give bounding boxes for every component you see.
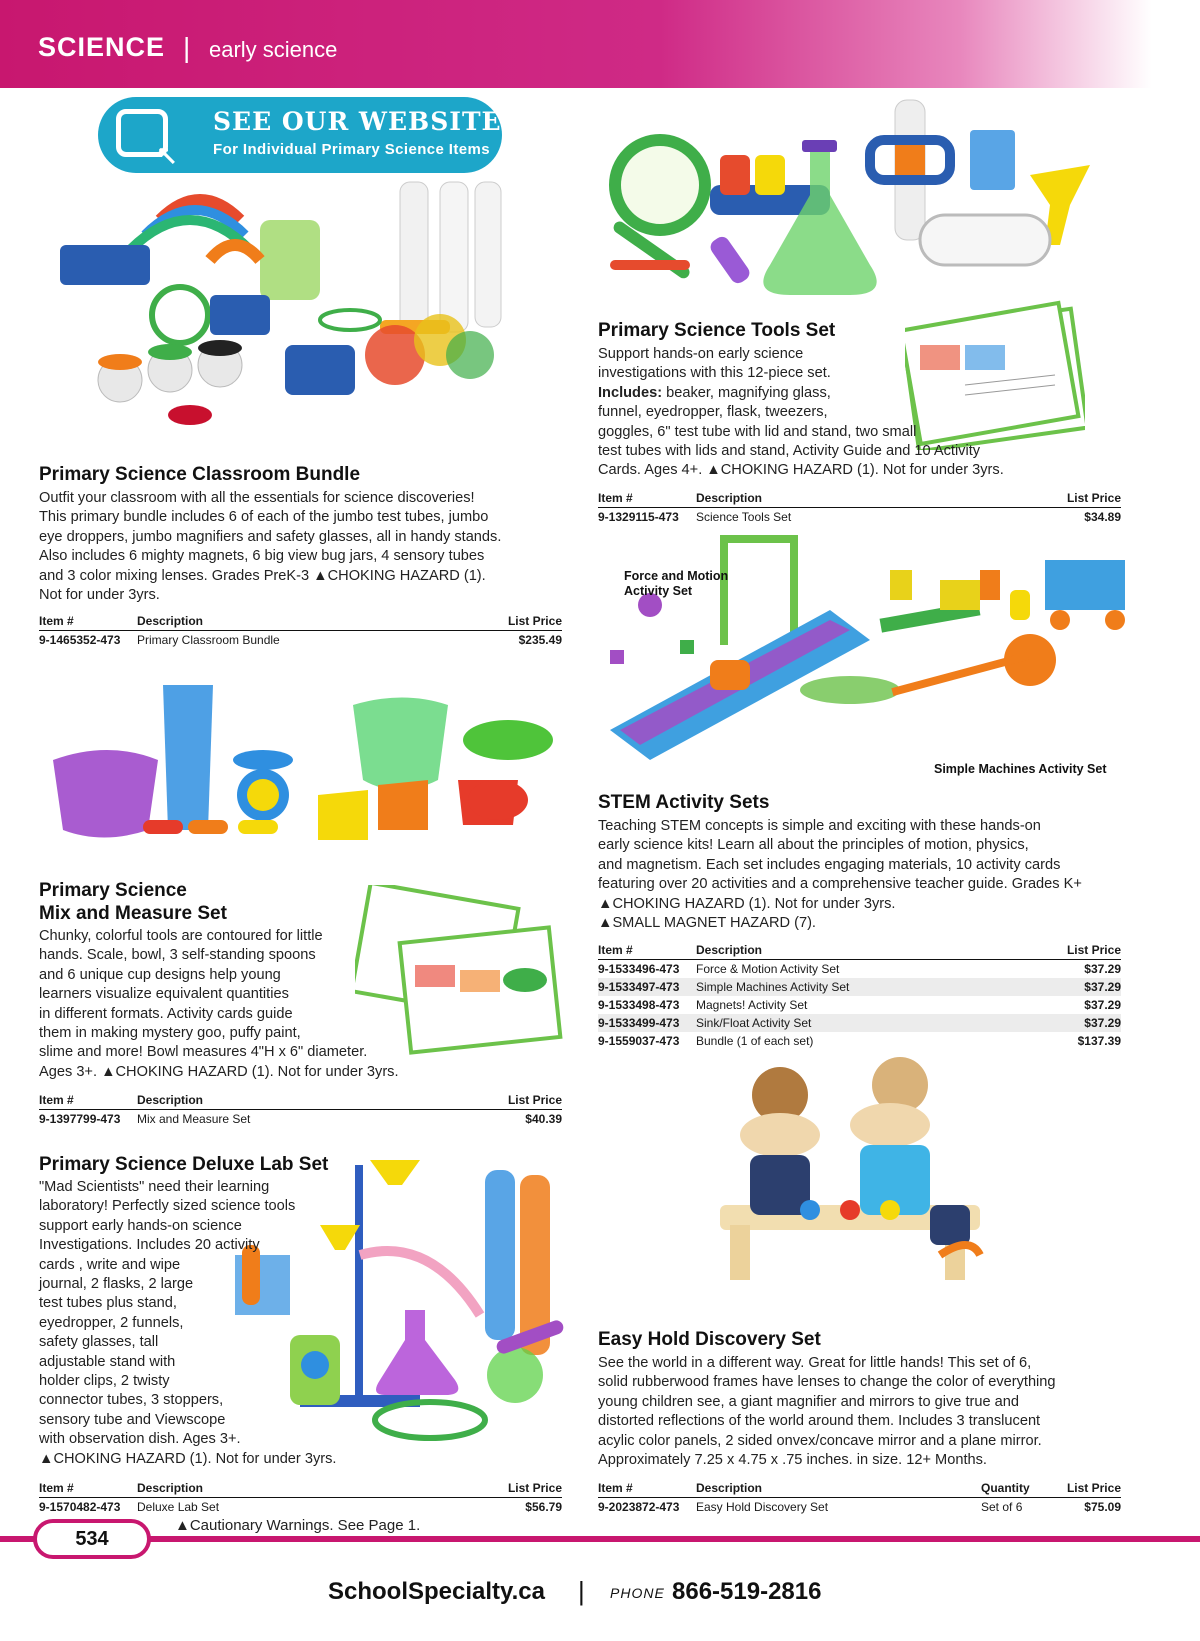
tools-desc-line: test tubes with lids and stand, Activity Guide and 10 Activity: [598, 443, 981, 460]
lab-desc-line: holder clips, 2 twisty: [39, 1373, 170, 1390]
bundle-desc-line: This primary bundle includes 6 of each of the jumbo test tubes, jumbo: [39, 509, 489, 526]
table-row: [39, 1498, 562, 1517]
quantity-heading: Quantity: [981, 1480, 1051, 1498]
item-number: 9-1533497-473: [598, 978, 696, 996]
table-row: [598, 960, 1121, 979]
item-heading: Item #: [598, 942, 696, 960]
page-number: 534: [33, 1519, 151, 1559]
lab-desc-line: adjustable stand with: [39, 1353, 176, 1370]
item-price: $37.29: [1010, 1014, 1121, 1032]
stem-desc-line: early science kits! Learn all about the principles of motion, physics,: [598, 837, 1029, 854]
lab-desc-line: safety glasses, tall: [39, 1334, 159, 1351]
bundle-desc-line: and 3 color mixing lenses. Grades PreK-3 ▲CHOKING HAZARD (1).: [39, 567, 486, 584]
price-heading: List Price: [425, 1092, 562, 1110]
lab-desc-line: with observation dish. Ages 3+.: [39, 1431, 241, 1448]
table-row: [598, 1498, 1121, 1517]
mix-measure-image: [48, 680, 558, 870]
tools-desc-line: investigations with this 12-piece set.: [598, 365, 831, 382]
tools-set-image: [590, 95, 1150, 315]
measure-title-line: Primary Science: [39, 880, 187, 901]
item-number: 9-1533499-473: [598, 1014, 696, 1032]
price-heading: List Price: [393, 1480, 562, 1498]
bundle-desc-line: Outfit your classroom with all the essentials for science discoveries!: [39, 490, 475, 506]
discovery-desc-line: acylic color panels, 2 sided onvex/concave mirror and a plane mirror.: [598, 1432, 1042, 1449]
item-description: Mix and Measure Set: [137, 1112, 251, 1126]
discovery-desc-line: solid rubberwood frames have lenses to change the color of everything: [598, 1374, 1056, 1391]
tools-desc-line: Cards. Ages 4+. ▲CHOKING HAZARD (1). Not for under 3yrs.: [598, 462, 1004, 479]
stem-sets-image: [590, 530, 1150, 770]
cursor-icon: ↖: [156, 140, 178, 170]
measure-desc-line: in different formats. Activity cards guide: [39, 1005, 293, 1022]
table-row: [598, 996, 1121, 1014]
stem-title: STEM Activity Sets: [598, 792, 770, 813]
price-heading: List Price: [967, 490, 1121, 508]
item-number: 9-1570482-473: [39, 1500, 121, 1514]
lab-desc-line: eyedropper, 2 funnels,: [39, 1314, 184, 1331]
item-description: Bundle (1 of each set): [696, 1034, 814, 1048]
simple-machines-label: Simple Machines Activity Set: [934, 762, 1107, 776]
stem-desc-line: ▲CHOKING HAZARD (1). Not for under 3yrs.: [598, 895, 896, 912]
measure-title-line: Mix and Measure Set: [39, 903, 227, 924]
table-row: [598, 978, 1121, 996]
discovery-desc-line: distorted reflections of the world around them. Includes 3 translucent: [598, 1413, 1041, 1430]
description-heading: Description: [137, 613, 445, 631]
item-price: $75.09: [1084, 1500, 1121, 1514]
website-link[interactable]: SchoolSpecialty.ca: [328, 1578, 545, 1605]
discovery-set-image: [700, 1055, 1110, 1285]
lab-desc-line: "Mad Scientists" need their learning: [39, 1179, 270, 1195]
stem-spec-table: [598, 942, 1121, 1050]
item-quantity: Set of 6: [981, 1500, 1023, 1514]
discovery-description: [598, 1354, 1138, 1470]
footer-divider: [0, 1536, 1200, 1542]
item-description: Magnets! Activity Set: [696, 998, 808, 1012]
tools-desc-line: Support hands-on early science: [598, 346, 804, 362]
lab-spec-table: [39, 1480, 562, 1516]
item-description: Primary Classroom Bundle: [137, 633, 280, 647]
measure-spec-table: [39, 1092, 562, 1128]
force-motion-label-line: Activity Set: [624, 584, 693, 598]
item-description: Force & Motion Activity Set: [696, 962, 840, 976]
discovery-spec-table: [598, 1480, 1121, 1516]
stem-desc-line: featuring over 20 activities and a comprehensive teacher guide. Grades K+: [598, 876, 1082, 893]
table-row: [39, 631, 562, 650]
item-number: 9-1329115-473: [598, 510, 679, 524]
lab-desc-line: cards , write and wipe: [39, 1256, 181, 1273]
measure-title: [39, 879, 227, 925]
stem-desc-line: ▲SMALL MAGNET HAZARD (7).: [598, 915, 816, 932]
item-price: $37.29: [1010, 978, 1121, 996]
tools-description: [598, 345, 1058, 481]
item-price: $137.39: [1077, 1034, 1121, 1048]
lab-desc-line: Investigations. Includes 20 activity: [39, 1237, 260, 1254]
lab-desc-line: ▲CHOKING HAZARD (1). Not for under 3yrs.: [39, 1450, 337, 1467]
lab-desc-line: test tubes plus stand,: [39, 1295, 177, 1312]
item-heading: Item #: [39, 1480, 137, 1498]
measure-desc-line: hands. Scale, bowl, 3 self-standing spoons: [39, 947, 316, 964]
section-header: [0, 0, 1200, 88]
measure-desc-line: slime and more! Bowl measures 4"H x 6" diameter.: [39, 1044, 368, 1061]
item-price: $235.49: [518, 633, 562, 647]
lab-desc-line: support early hands-on science: [39, 1217, 242, 1234]
lab-title: Primary Science Deluxe Lab Set: [39, 1154, 329, 1175]
stem-desc-line: Teaching STEM concepts is simple and exciting with these hands-on: [598, 818, 1041, 834]
lab-desc-line: journal, 2 flasks, 2 large: [39, 1276, 194, 1293]
tools-includes-line: [598, 384, 1058, 403]
measure-desc-line: and 6 unique cup designs help young: [39, 966, 281, 983]
item-heading: Item #: [598, 490, 696, 508]
item-description: Deluxe Lab Set: [137, 1500, 220, 1514]
price-heading: List Price: [1010, 942, 1121, 960]
lab-desc-line: laboratory! Perfectly sized science tools: [39, 1198, 296, 1215]
table-row: [598, 1014, 1121, 1032]
item-price: $56.79: [525, 1500, 562, 1514]
item-number: 9-1559037-473: [598, 1034, 680, 1048]
tools-title: Primary Science Tools Set: [598, 320, 836, 341]
bundle-spec-table: [39, 613, 562, 649]
discovery-title: Easy Hold Discovery Set: [598, 1329, 821, 1350]
item-description: Sink/Float Activity Set: [696, 1014, 1010, 1032]
lab-desc-line: connector tubes, 3 stoppers,: [39, 1392, 224, 1409]
bundle-desc-line: eye droppers, jumbo magnifiers and safety glasses, all in handy stands.: [39, 528, 502, 545]
force-motion-label: [624, 569, 728, 599]
item-number: 9-1533496-473: [598, 962, 680, 976]
banner-title: SEE OUR WEBSITE: [213, 107, 502, 136]
discovery-desc-line: See the world in a different way. Great for little hands! This set of 6,: [598, 1355, 1032, 1371]
item-price: $40.39: [525, 1112, 562, 1126]
measure-desc-line: Ages 3+. ▲CHOKING HAZARD (1). Not for under 3yrs.: [39, 1063, 399, 1080]
section-subtitle: early science: [209, 37, 338, 62]
item-heading: Item #: [598, 1480, 696, 1498]
bundle-desc-line: Also includes 6 mighty magnets, 6 big view bug jars, 4 sensory tubes: [39, 548, 485, 565]
classroom-bundle-image: [50, 180, 560, 450]
measure-desc-line: them in making mystery goo, puffy paint,: [39, 1025, 301, 1042]
item-description: Science Tools Set: [696, 510, 792, 524]
item-number: 9-1533498-473: [598, 998, 680, 1012]
item-number: 9-1465352-473: [39, 633, 121, 647]
item-heading: Item #: [39, 1092, 137, 1110]
description-heading: Description: [696, 490, 967, 508]
includes-text: beaker, magnifying glass,: [662, 384, 831, 401]
item-price: $37.29: [1084, 962, 1121, 976]
tools-desc-line: funnel, eyedropper, flask, tweezers,: [598, 404, 828, 421]
website-banner[interactable]: [98, 97, 502, 173]
tools-spec-table: [598, 490, 1121, 526]
section-title: SCIENCE: [38, 32, 166, 62]
phone-label: PHONE: [610, 1585, 665, 1601]
measure-desc-line: Chunky, colorful tools are contoured for little: [39, 928, 323, 944]
item-price: $34.89: [1084, 510, 1121, 524]
bundle-title: Primary Science Classroom Bundle: [39, 464, 361, 485]
footer-separator: |: [578, 1576, 585, 1606]
price-heading: List Price: [1051, 1480, 1121, 1498]
stem-description: [598, 817, 1138, 933]
price-heading: List Price: [445, 613, 562, 631]
measure-desc-line: learners visualize equivalent quantities: [39, 986, 289, 1003]
description-heading: Description: [137, 1092, 425, 1110]
item-price: $37.29: [1084, 998, 1121, 1012]
discovery-desc-line: Approximately 7.25 x 4.75 x .75 inches. in size. 12+ Months.: [598, 1452, 987, 1469]
phone-number[interactable]: 866-519-2816: [672, 1578, 822, 1605]
discovery-desc-line: young children see, a giant magnifier and mirrors to give true and: [598, 1393, 1020, 1410]
lab-desc-line: sensory tube and Viewscope: [39, 1411, 226, 1428]
item-number: 9-2023872-473: [598, 1500, 680, 1514]
header-separator: |: [183, 32, 191, 63]
item-number: 9-1397799-473: [39, 1112, 121, 1126]
table-row: [39, 1110, 562, 1129]
caution-note: ▲Cautionary Warnings. See Page 1.: [175, 1517, 421, 1534]
table-row: [598, 1032, 1121, 1050]
includes-label: Includes:: [598, 384, 663, 401]
tools-desc-line: goggles, 6" test tube with lid and stand, two small: [598, 423, 917, 440]
bundle-desc-line: Not for under 3yrs.: [39, 587, 160, 604]
stem-desc-line: and magnetism. Each set includes engaging materials, 10 activity cards: [598, 856, 1061, 873]
bundle-description: [39, 489, 559, 605]
description-heading: Description: [696, 1480, 981, 1498]
lab-description: [39, 1178, 369, 1469]
force-motion-label-line: Force and Motion: [624, 569, 729, 583]
item-description: Easy Hold Discovery Set: [696, 1500, 829, 1514]
measure-description: [39, 927, 439, 1082]
description-heading: Description: [137, 1480, 393, 1498]
description-heading: Description: [696, 942, 1010, 960]
item-description: Simple Machines Activity Set: [696, 978, 1010, 996]
banner-subtitle: For Individual Primary Science Items: [213, 141, 490, 158]
table-row: [598, 508, 1121, 527]
item-heading: Item #: [39, 613, 137, 631]
